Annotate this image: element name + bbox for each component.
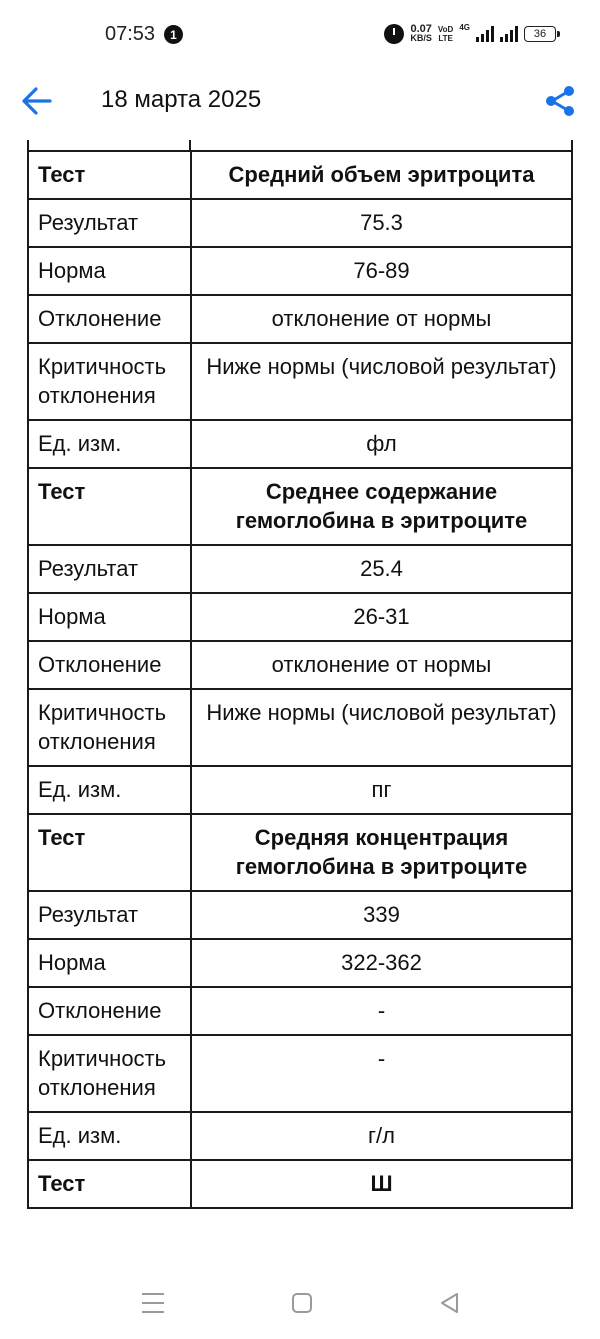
row-label: Ед. изм. xyxy=(28,1112,191,1160)
network-type: 4G xyxy=(459,22,470,32)
triangle-back-icon[interactable] xyxy=(438,1291,460,1315)
row-label: Отклонение xyxy=(28,987,191,1035)
row-label: Критичность отклонения xyxy=(28,689,191,766)
row-value: 322-362 xyxy=(191,939,572,987)
table-row xyxy=(28,247,572,295)
table-row xyxy=(28,420,572,468)
row-label: Критичность отклонения xyxy=(28,343,191,420)
table-row xyxy=(28,1035,572,1112)
row-label: Норма xyxy=(28,593,191,641)
table-row xyxy=(28,766,572,814)
table-row xyxy=(28,987,572,1035)
table-row xyxy=(28,891,572,939)
table-row xyxy=(28,199,572,247)
table-row xyxy=(28,641,572,689)
row-value: отклонение от нормы xyxy=(191,641,572,689)
signal-icon-2 xyxy=(500,26,518,42)
app-header xyxy=(0,72,600,130)
row-label: Тест xyxy=(28,1160,191,1208)
row-value: 26-31 xyxy=(191,593,572,641)
row-value: Среднее содержание гемоглобина в эритроците xyxy=(191,468,572,545)
volte-bottom: LTE xyxy=(438,34,453,43)
table-row xyxy=(28,689,572,766)
row-value: Ниже нормы (числовой результат) xyxy=(191,689,572,766)
row-label: Результат xyxy=(28,199,191,247)
row-label: Отклонение xyxy=(28,641,191,689)
row-value: Средняя концентрация гемоглобина в эритроците xyxy=(191,814,572,891)
row-value: 25.4 xyxy=(191,545,572,593)
notification-badge: 1 xyxy=(164,25,183,44)
row-label: Норма xyxy=(28,247,191,295)
row-value: 76-89 xyxy=(191,247,572,295)
alarm-icon xyxy=(384,24,404,44)
results-content[interactable] xyxy=(0,140,600,1267)
share-icon[interactable] xyxy=(544,84,576,118)
table-row xyxy=(28,593,572,641)
row-label: Тест xyxy=(28,468,191,545)
row-value: пг xyxy=(191,766,572,814)
test-row xyxy=(28,468,572,545)
row-value: - xyxy=(191,1035,572,1112)
signal-icon xyxy=(476,26,494,42)
test-row xyxy=(28,1160,572,1208)
volte-icon xyxy=(438,25,453,43)
row-value: Ш xyxy=(191,1160,572,1208)
test-row xyxy=(28,814,572,891)
navigation-bar xyxy=(0,1267,600,1339)
row-label: Отклонение xyxy=(28,295,191,343)
network-speed xyxy=(410,25,432,43)
table-row xyxy=(28,545,572,593)
table-row xyxy=(28,295,572,343)
row-label: Результат xyxy=(28,891,191,939)
battery-level: 36 xyxy=(533,28,547,40)
row-label: Результат xyxy=(28,545,191,593)
row-label: Тест xyxy=(28,814,191,891)
row-value: 339 xyxy=(191,891,572,939)
row-value: Ниже нормы (числовой результат) xyxy=(191,343,572,420)
test-row xyxy=(28,151,572,199)
row-value: г/л xyxy=(191,1112,572,1160)
table-row xyxy=(28,939,572,987)
table-row xyxy=(28,1112,572,1160)
row-value: - xyxy=(191,987,572,1035)
row-label: Ед. изм. xyxy=(28,766,191,814)
row-value: 75.3 xyxy=(191,199,572,247)
results-table xyxy=(27,150,573,1209)
status-bar xyxy=(0,0,600,70)
speed-value: 0.07 xyxy=(410,23,432,35)
row-value: фл xyxy=(191,420,572,468)
row-value: Средний объем эритроцита xyxy=(191,151,572,199)
row-label: Норма xyxy=(28,939,191,987)
arrow-left-icon[interactable] xyxy=(20,84,54,118)
page-title: 18 марта 2025 xyxy=(101,86,262,113)
status-time: 07:53 xyxy=(105,23,156,45)
row-label: Ед. изм. xyxy=(28,420,191,468)
status-icons xyxy=(384,22,556,46)
menu-icon[interactable] xyxy=(142,1293,164,1313)
speed-unit: KB/S xyxy=(410,33,432,43)
row-value: отклонение от нормы xyxy=(191,295,572,343)
row-label: Тест xyxy=(28,151,191,199)
row-label: Критичность отклонения xyxy=(28,1035,191,1112)
home-icon[interactable] xyxy=(292,1293,312,1313)
battery-icon xyxy=(524,26,556,42)
table-row xyxy=(28,343,572,420)
volte-top: VoD xyxy=(437,25,454,34)
